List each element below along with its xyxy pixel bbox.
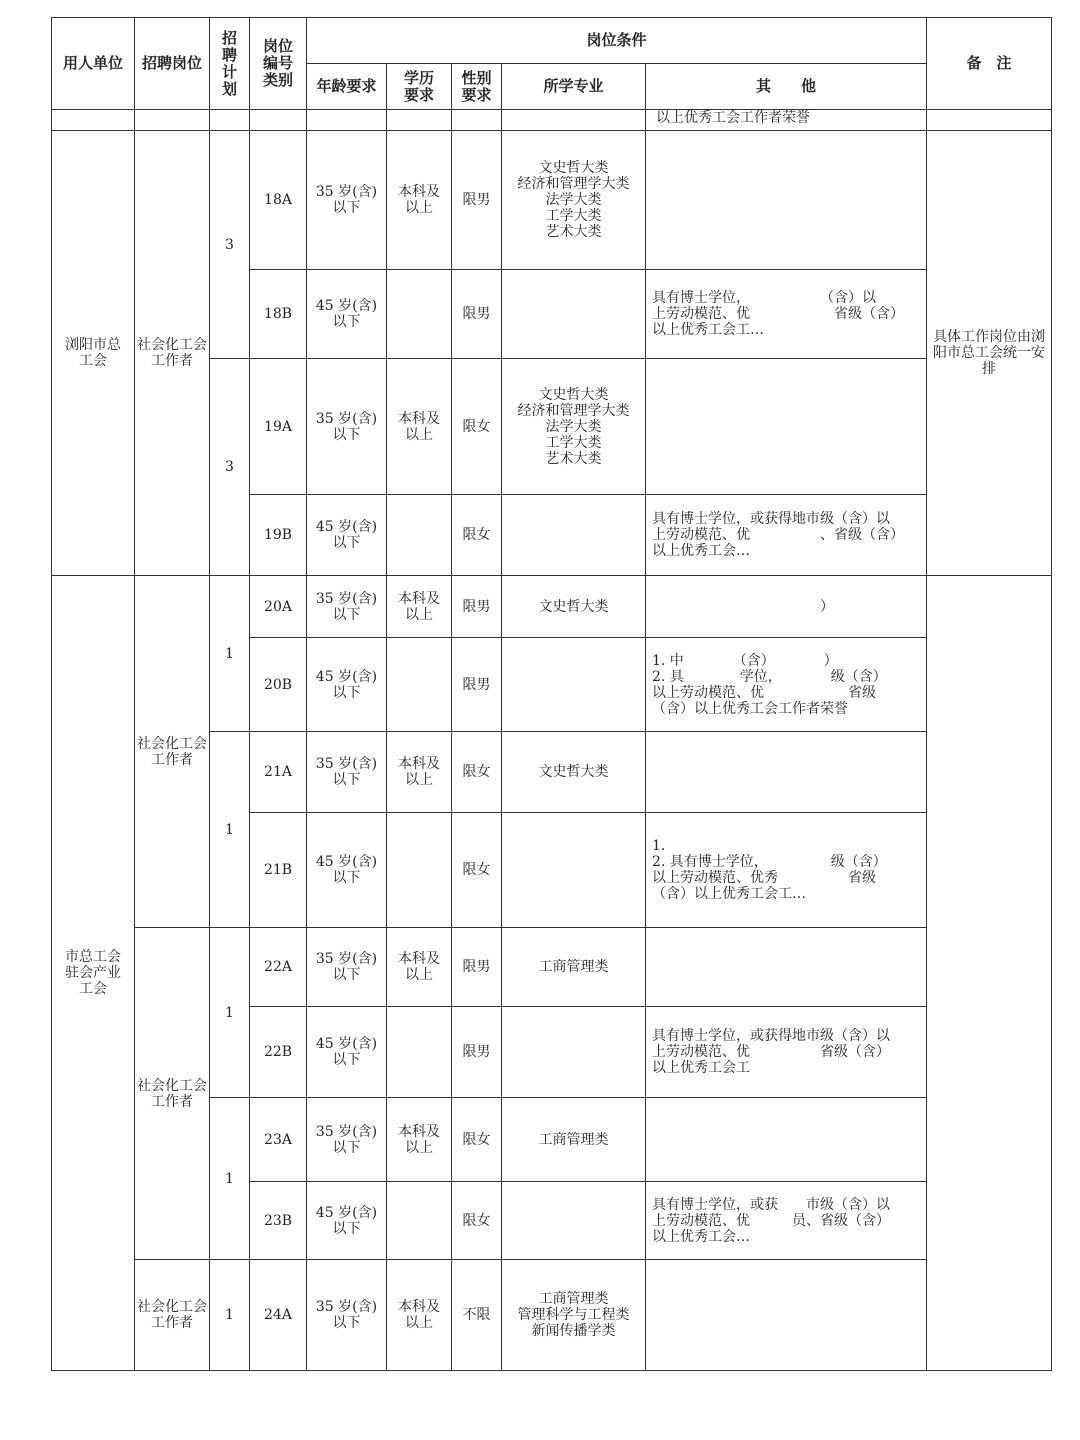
age-cell [307, 813, 387, 928]
age-cell [307, 732, 387, 813]
age-text: 以下 [332, 772, 361, 788]
carryover-row [52, 110, 1052, 131]
age-text: 35 岁(含) [315, 590, 378, 607]
major-text: 工学大类 [545, 434, 602, 451]
code-cell: 24A [250, 1260, 307, 1371]
gender-cell: 不限 [452, 1260, 502, 1371]
other-cell [646, 270, 927, 359]
age-cell [307, 131, 387, 270]
other-cell [646, 495, 927, 576]
major-text: 经济和管理学大类 [517, 402, 630, 419]
code-cell: 18B [250, 270, 307, 359]
position-name: 社会化工会 [137, 1299, 207, 1315]
major-text: 艺术大类 [545, 224, 602, 240]
other-text: 具有博士学位，或获得地市级（含）以 [652, 511, 890, 527]
age-text: 以下 [332, 684, 361, 701]
other-text: 具有博士学位，或获得地市级（含）以 [652, 1028, 890, 1044]
plan-cell: 1 [210, 928, 250, 1098]
code-cell: 23B [250, 1182, 307, 1260]
code-cell: 20B [250, 638, 307, 732]
age-cell [307, 1098, 387, 1182]
position-cell [135, 928, 210, 1260]
unit-cell [52, 131, 135, 576]
other-cell [646, 576, 927, 638]
gender-cell: 限男 [452, 270, 502, 359]
edu-text: 以上 [405, 772, 433, 788]
gender-cell: 限男 [452, 131, 502, 270]
age-text: 以下 [332, 1220, 361, 1237]
major-text: 文史哲大类 [538, 386, 609, 403]
other-cell [646, 1098, 927, 1182]
age-text: 以下 [332, 1315, 361, 1331]
other-text: 以上优秀工会工… [652, 322, 764, 338]
header-other: 其 他 [646, 64, 927, 110]
age-text: 以下 [332, 200, 361, 216]
other-text: 上劳动模范、优 员、省级（含） [652, 1212, 890, 1229]
plan-cell: 1 [210, 576, 250, 732]
edu-text: 本科及 [398, 1299, 440, 1315]
code-cell: 20A [250, 576, 307, 638]
edu-cell [387, 1098, 452, 1182]
other-cell [646, 131, 927, 270]
other-text: 具有博士学位， （含）以 [652, 290, 876, 306]
header-edu: 学历 要求 [387, 64, 452, 110]
major-cell [502, 1260, 646, 1371]
age-text: 45 岁(含) [315, 1036, 378, 1052]
major-text: 法学大类 [545, 418, 602, 435]
age-cell [307, 928, 387, 1007]
major-text: 艺术大类 [545, 450, 602, 467]
age-cell [307, 638, 387, 732]
age-text: 45 岁(含) [315, 1204, 378, 1221]
carryover-text: 以上优秀工会工作者荣誉 [646, 110, 927, 131]
age-cell [307, 359, 387, 495]
other-text: 上劳动模范、优 、省级（含） [652, 527, 904, 543]
other-cell [646, 732, 927, 813]
code-cell: 19B [250, 495, 307, 576]
gender-cell: 限女 [452, 813, 502, 928]
age-text: 以下 [332, 606, 361, 623]
plan-cell: 3 [210, 131, 250, 359]
edu-cell [387, 131, 452, 270]
other-text: 上劳动模范、优 省级（含） [652, 306, 904, 322]
edu-text: 以上 [405, 1315, 433, 1331]
age-text: 以下 [332, 1139, 361, 1156]
position-name: 社会化工会 [137, 1077, 207, 1094]
code-cell: 22B [250, 1007, 307, 1098]
major-cell [502, 131, 646, 270]
unit-cell [52, 576, 135, 1371]
edu-text: 以上 [405, 200, 433, 216]
edu-text: 本科及 [398, 410, 440, 427]
edu-cell [387, 1007, 452, 1098]
position-name: 社会化工会 [137, 735, 207, 752]
major-cell [502, 1182, 646, 1260]
age-text: 35 岁(含) [315, 1123, 378, 1140]
major-cell [502, 732, 646, 813]
unit-name: 工会 [79, 353, 107, 369]
unit-name: 浏阳市总 [65, 337, 121, 353]
header-code: 岗位 编号 类别 [250, 18, 307, 110]
major-text: 工商管理类 [538, 959, 609, 975]
age-cell [307, 495, 387, 576]
major-cell [502, 813, 646, 928]
remark-text: 排 [982, 361, 997, 377]
table-row [52, 928, 1052, 1007]
gender-cell: 限男 [452, 1007, 502, 1098]
other-text: 1. [652, 838, 666, 854]
major-cell [502, 359, 646, 495]
other-text: 2. 具 学位， 级（含） [652, 668, 887, 685]
age-text: 35 岁(含) [315, 951, 378, 967]
header-major: 所学专业 [502, 64, 646, 110]
age-text: 35 岁(含) [315, 410, 378, 427]
age-cell [307, 576, 387, 638]
edu-cell [387, 732, 452, 813]
plan-cell: 3 [210, 359, 250, 576]
code-cell: 21A [250, 732, 307, 813]
table-row [52, 576, 1052, 638]
gender-cell: 限男 [452, 638, 502, 732]
table-row [52, 1260, 1052, 1371]
age-cell [307, 1182, 387, 1260]
position-name: 工作者 [151, 1315, 193, 1331]
age-cell [307, 1260, 387, 1371]
other-text: （含）以上优秀工会工作者荣誉 [652, 700, 848, 717]
edu-cell [387, 576, 452, 638]
position-cell [135, 576, 210, 928]
plan-cell: 1 [210, 1098, 250, 1260]
other-text: 以上劳动模范、优秀 省级 [652, 870, 876, 886]
major-text: 文史哲大类 [538, 160, 609, 176]
major-cell [502, 576, 646, 638]
plan-cell: 1 [210, 1260, 250, 1371]
age-cell [307, 270, 387, 359]
header-unit: 用人单位 [52, 18, 135, 110]
header-position: 招聘岗位 [135, 18, 210, 110]
code-cell: 19A [250, 359, 307, 495]
edu-cell [387, 1260, 452, 1371]
major-text: 工学大类 [545, 208, 602, 224]
code-cell: 18A [250, 131, 307, 270]
remark-text: 阳市总工会统一安 [933, 345, 1046, 361]
other-text: 2. 具有博士学位， 级（含） [652, 854, 887, 870]
other-text: ） [652, 598, 834, 615]
gender-cell: 限女 [452, 732, 502, 813]
edu-cell [387, 928, 452, 1007]
gender-cell: 限女 [452, 1098, 502, 1182]
age-text: 以下 [332, 870, 361, 886]
other-text: 以上优秀工会工 [652, 1060, 750, 1076]
major-text: 文史哲大类 [538, 598, 609, 615]
edu-text: 本科及 [398, 756, 440, 772]
other-text: （含）以上优秀工会工… [652, 886, 806, 902]
major-text: 文史哲大类 [538, 764, 609, 780]
unit-name: 市总工会 [65, 949, 121, 965]
gender-cell: 限女 [452, 495, 502, 576]
position-name: 工作者 [151, 353, 193, 369]
edu-cell [387, 813, 452, 928]
age-text: 以下 [332, 967, 361, 983]
remark-cell [927, 131, 1052, 576]
header-remark: 备 注 [927, 18, 1052, 110]
code-cell: 21B [250, 813, 307, 928]
other-cell [646, 638, 927, 732]
edu-text: 以上 [405, 1139, 433, 1156]
other-cell [646, 1260, 927, 1371]
gender-cell: 限男 [452, 928, 502, 1007]
age-text: 以下 [332, 1052, 361, 1068]
unit-name: 驻会产业 [65, 965, 121, 981]
age-cell [307, 1007, 387, 1098]
age-text: 45 岁(含) [315, 854, 378, 870]
edu-text: 以上 [405, 606, 433, 623]
major-text: 工商管理类 [538, 1131, 609, 1148]
code-cell: 22A [250, 928, 307, 1007]
other-cell [646, 1007, 927, 1098]
major-cell [502, 638, 646, 732]
edu-cell [387, 359, 452, 495]
other-cell [646, 928, 927, 1007]
age-text: 以下 [332, 535, 361, 551]
other-text: 上劳动模范、优 省级（含） [652, 1044, 890, 1060]
remark-text: 具体工作岗位由浏 [933, 329, 1046, 345]
major-text: 工商管理类 [538, 1291, 609, 1307]
edu-text: 以上 [405, 967, 433, 983]
other-cell [646, 359, 927, 495]
remark-cell [927, 576, 1052, 1371]
position-name: 工作者 [151, 1093, 193, 1110]
age-text: 35 岁(含) [315, 1299, 378, 1315]
other-text: 1. 中 （含） ） [652, 652, 838, 669]
edu-text: 本科及 [398, 951, 440, 967]
age-text: 以下 [332, 426, 361, 443]
header-plan: 招 聘 计 划 [210, 18, 250, 110]
edu-text: 本科及 [398, 590, 440, 607]
header-age: 年龄要求 [307, 64, 387, 110]
edu-cell [387, 1182, 452, 1260]
recruitment-table [51, 17, 1052, 1371]
header-gender: 性别 要求 [452, 64, 502, 110]
edu-cell [387, 270, 452, 359]
major-cell [502, 270, 646, 359]
gender-cell: 限女 [452, 359, 502, 495]
other-cell [646, 1182, 927, 1260]
age-text: 45 岁(含) [315, 298, 378, 314]
header-conditions: 岗位条件 [307, 18, 927, 64]
edu-cell [387, 638, 452, 732]
major-text: 经济和管理学大类 [517, 176, 630, 192]
edu-text: 本科及 [398, 1123, 440, 1140]
major-cell [502, 1007, 646, 1098]
major-cell [502, 495, 646, 576]
major-text: 新闻传播学类 [531, 1323, 616, 1339]
table-row [52, 131, 1052, 270]
gender-cell: 限女 [452, 1182, 502, 1260]
major-cell [502, 928, 646, 1007]
age-text: 35 岁(含) [315, 756, 378, 772]
major-text: 法学大类 [545, 192, 602, 208]
code-cell: 23A [250, 1098, 307, 1182]
other-text: 具有博士学位，或获 市级（含）以 [652, 1196, 890, 1213]
age-text: 35 岁(含) [315, 184, 378, 200]
position-cell [135, 1260, 210, 1371]
plan-cell: 1 [210, 732, 250, 928]
other-text: 以上优秀工会… [652, 543, 750, 559]
edu-text: 本科及 [398, 184, 440, 200]
age-text: 45 岁(含) [315, 668, 378, 685]
position-cell [135, 131, 210, 576]
edu-cell [387, 495, 452, 576]
age-text: 以下 [332, 314, 361, 330]
age-text: 45 岁(含) [315, 519, 378, 535]
other-text: 以上优秀工会… [652, 1228, 750, 1245]
unit-name: 工会 [79, 981, 107, 997]
edu-text: 以上 [405, 426, 433, 443]
gender-cell: 限男 [452, 576, 502, 638]
other-text: 以上劳动模范、优 省级 [652, 684, 876, 701]
major-text: 管理科学与工程类 [517, 1307, 630, 1323]
major-cell [502, 1098, 646, 1182]
position-name: 社会化工会 [137, 337, 207, 353]
position-name: 工作者 [151, 751, 193, 768]
other-cell [646, 813, 927, 928]
